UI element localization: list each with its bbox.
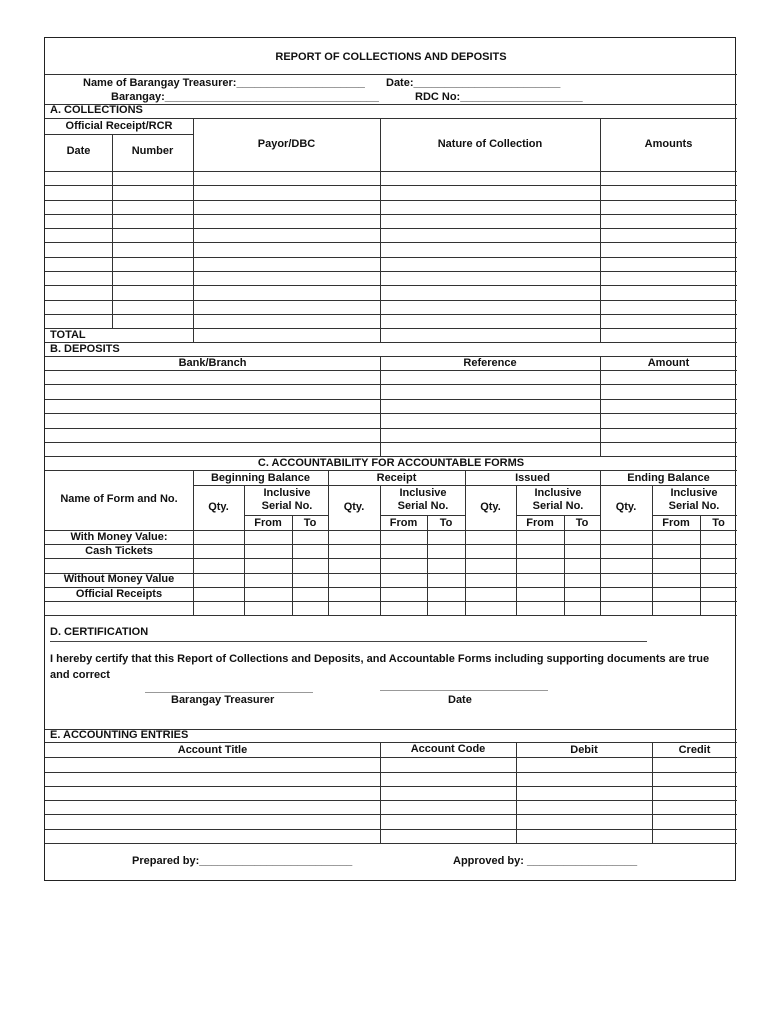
grid-line [45,214,737,215]
grid-line [380,742,381,843]
form-name-col-header: Name of Form and No. [60,493,178,505]
reference-col-header: Reference [463,357,517,369]
certification-underline [50,641,647,642]
grid-line [427,515,428,615]
with-money-row-label: With Money Value: [70,531,168,543]
grid-line [380,485,381,615]
accounting-section-title: E. ACCOUNTING ENTRIES [50,729,189,741]
grid-line [193,118,194,342]
grid-line [45,257,737,258]
grid-line [45,843,737,844]
to-header: To [712,517,725,529]
date-signature-line[interactable] [380,690,548,691]
payor-col-header: Payor/DBC [257,138,316,150]
grid-line [45,829,737,830]
grid-line [465,470,466,615]
report-form [44,37,736,881]
from-header: From [254,517,282,529]
certification-text: I hereby certify that this Report of Collections and Deposits, and Accountable Forms including supporting documents are true and correct [50,653,710,681]
grid-line [45,242,737,243]
grid-line [45,300,737,301]
grid-line [45,370,737,371]
grid-line [700,515,701,615]
grid-line [112,134,113,328]
grid-line [45,104,737,105]
grid-line [45,228,737,229]
grid-line [45,328,737,329]
approved-by-field[interactable]: Approved by: __________________ [453,855,638,867]
certification-section-title: D. CERTIFICATION [50,626,149,638]
inclusive-serial-header: Inclusive Serial No. [397,487,449,512]
grid-line [45,314,737,315]
grid-line [652,485,653,615]
grid-line [45,285,737,286]
grid-line [45,428,737,429]
grid-line [45,757,737,758]
bank-col-header: Bank/Branch [178,357,247,369]
to-header: To [439,517,453,529]
receipt-header: Receipt [376,472,417,484]
deposits-section-title: B. DEPOSITS [50,343,120,355]
date-col-header: Date [66,145,91,157]
treasurer-name-field[interactable]: Name of Barangay Treasurer:_____________________ [83,77,365,89]
ending-balance-header: Ending Balance [627,472,710,484]
from-header: From [662,517,690,529]
grid-line [45,601,737,602]
grid-line [45,558,737,559]
grid-line [600,470,601,615]
inclusive-serial-header: Inclusive Serial No. [668,487,720,512]
grid-line [45,271,737,272]
from-header: From [389,517,418,529]
to-header: To [575,517,589,529]
rdc-no-field[interactable]: RDC No:____________________ [415,91,583,103]
grid-line [45,786,737,787]
grid-line [652,742,653,843]
grid-line [652,515,737,516]
qty-header: Qty. [343,501,365,513]
account-code-col-header: Account Code [410,743,486,755]
official-receipts-row-label: Official Receipts [75,588,163,600]
total-label: TOTAL [50,329,86,341]
grid-line [600,118,601,342]
grid-line [45,134,193,135]
grid-line [244,515,328,516]
number-col-header: Number [131,145,174,157]
amount-col-header: Amount [647,357,690,369]
grid-line [45,342,737,343]
collections-section-title: A. COLLECTIONS [50,104,143,116]
grid-line [45,399,737,400]
debit-col-header: Debit [570,744,598,756]
grid-line [45,413,737,414]
page-title: REPORT OF COLLECTIONS AND DEPOSITS [275,51,507,63]
grid-line [380,118,381,342]
grid-line [244,485,245,615]
certification-date-label: Date [448,694,472,706]
grid-line [516,742,517,843]
grid-line [380,356,381,456]
grid-line [516,515,600,516]
inclusive-serial-header: Inclusive Serial No. [532,487,584,512]
grid-line [564,515,565,615]
grid-line [292,515,293,615]
grid-line [45,772,737,773]
account-title-col-header: Account Title [177,744,248,756]
grid-line [45,118,737,119]
qty-header: Qty. [208,501,229,513]
nature-col-header: Nature of Collection [437,138,543,150]
qty-header: Qty. [480,501,501,513]
grid-line [45,384,737,385]
grid-line [328,470,329,615]
grid-line [45,185,737,186]
without-money-row-label: Without Money Value [63,573,175,585]
treasurer-signature-line[interactable] [145,692,313,693]
accountability-section-title: C. ACCOUNTABILITY FOR ACCOUNTABLE FORMS [257,457,525,469]
grid-line [193,470,194,615]
official-receipt-header: Official Receipt/RCR [65,120,173,132]
amounts-col-header: Amounts [644,138,693,150]
grid-line [45,814,737,815]
barangay-treasurer-label: Barangay Treasurer [171,694,275,706]
inclusive-serial-header: Inclusive Serial No. [261,487,313,512]
grid-line [600,356,601,456]
to-header: To [303,517,317,529]
grid-line [45,171,737,172]
grid-line [45,470,737,471]
cash-tickets-row-label: Cash Tickets [85,545,153,557]
grid-line [45,800,737,801]
barangay-field[interactable]: Barangay:___________________________________ [111,91,379,103]
grid-line [45,615,737,616]
beginning-balance-header: Beginning Balance [210,472,311,484]
grid-line [380,515,465,516]
issued-header: Issued [515,472,550,484]
from-header: From [526,517,554,529]
grid-line [516,485,517,615]
date-field[interactable]: Date:________________________ [386,77,561,89]
grid-line [45,74,737,75]
grid-line [45,442,737,443]
credit-col-header: Credit [678,744,711,756]
prepared-by-field[interactable]: Prepared by:_________________________ [132,855,353,867]
qty-header: Qty. [615,501,637,513]
grid-line [45,200,737,201]
